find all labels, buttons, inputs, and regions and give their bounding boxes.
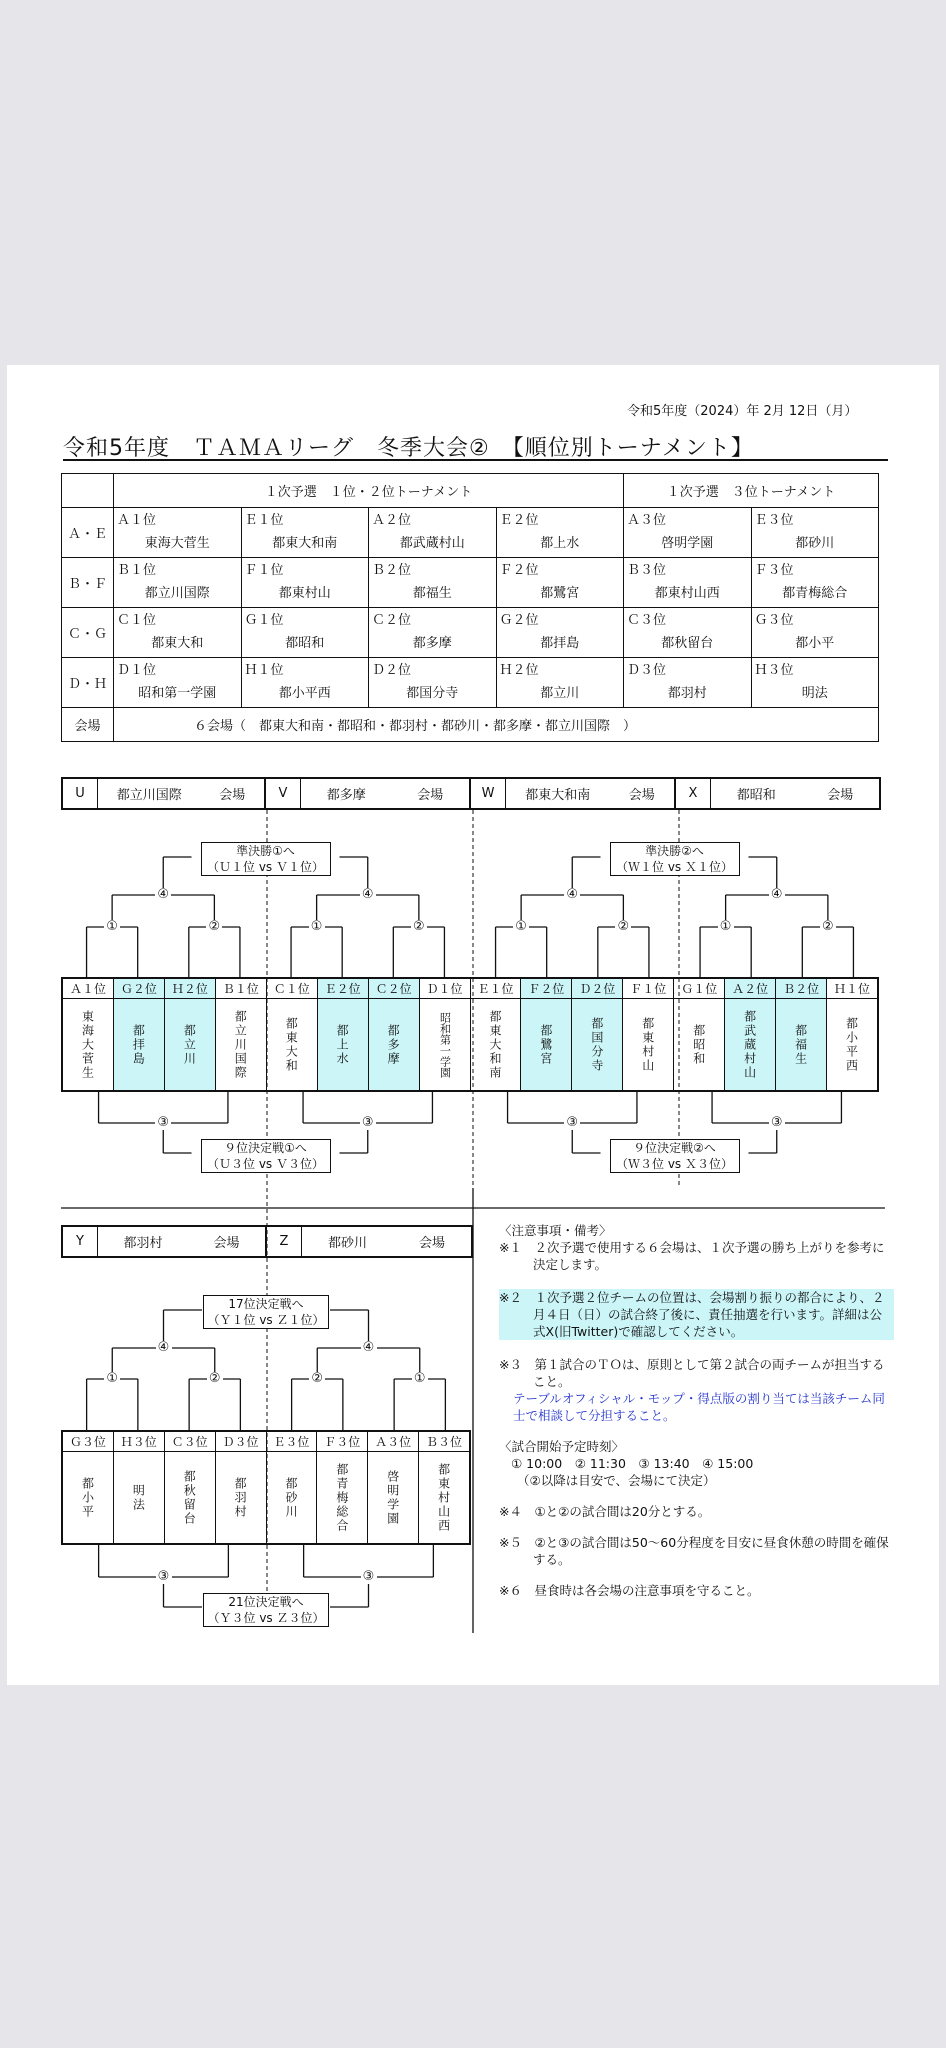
match-number: ② xyxy=(206,920,222,934)
prelim-cell-team: 都拝島 xyxy=(540,636,580,651)
team-position: Ｃ３位 xyxy=(165,1432,215,1452)
prelim-cell-team: 昭和第一学園 xyxy=(138,686,217,701)
venue-group-suffix: 会場 xyxy=(418,1236,445,1251)
team-name: 都青梅総合 xyxy=(334,1462,349,1533)
bracket-destination-ninth1 xyxy=(201,1139,331,1173)
match-number: ③ xyxy=(361,1570,377,1584)
bracket-destination-title: 21位決定戦へ xyxy=(228,1595,304,1609)
team-position: Ｄ２位 xyxy=(572,979,622,999)
team-name: 都国分寺 xyxy=(572,999,622,1090)
prelim-cell-position: Ｅ１位 xyxy=(244,513,284,528)
prelim-cell-team: 都上水 xyxy=(540,536,580,551)
venue-text: ６会場（ 都東大和南・都昭和・都羽村・都砂川・都多摩・都立川国際 ） xyxy=(114,708,879,742)
team-name: 都小平 xyxy=(80,1476,95,1519)
team-name: 都武蔵村山 xyxy=(725,999,775,1090)
team-name: 都福生 xyxy=(776,999,826,1090)
bracket-destination-ninth2 xyxy=(610,1139,740,1173)
prelim-cell-position: Ａ１位 xyxy=(117,513,157,528)
note-5: ※５ ②と③の試合間は50～60分程度を目安に昼食休憩の時間を確保する。 xyxy=(499,1535,889,1567)
venue-group-key: Y xyxy=(63,1227,98,1256)
prelim-cell-team: 都小平 xyxy=(795,636,835,651)
venue-group-name: 都昭和 xyxy=(736,788,776,803)
match-number: ② xyxy=(309,1372,325,1386)
schedule-times: ① 10:00 ② 11:30 ③ 13:40 ④ 15:00 xyxy=(511,1456,754,1471)
match-number: ③ xyxy=(769,1116,785,1130)
prelim-cell-team: 東海大菅生 xyxy=(144,536,210,551)
team-name: 都東村山 xyxy=(640,1016,655,1073)
venue-group-key: X xyxy=(676,779,711,808)
team-position: Ｈ３位 xyxy=(114,1432,164,1452)
venue-group-key: W xyxy=(471,779,506,808)
match-number: ③ xyxy=(156,1570,172,1584)
team-position: Ｇ１位 xyxy=(674,979,724,999)
venue-group-key: Z xyxy=(267,1227,302,1256)
team-position: Ｂ２位 xyxy=(776,979,826,999)
match-number: ④ xyxy=(564,888,580,902)
bracket-destination-semi2 xyxy=(610,842,740,876)
prelim-cell-team: 都多摩 xyxy=(412,636,452,651)
prelim-cell-position: Ａ３位 xyxy=(627,513,667,528)
venue-group-name: 都羽村 xyxy=(123,1236,163,1251)
venue-group-suffix: 会場 xyxy=(628,788,655,803)
team-position: Ｄ１位 xyxy=(420,979,470,999)
prelim-cell-position: Ｂ３位 xyxy=(627,563,667,578)
team-name: 明法 xyxy=(131,1483,146,1512)
bracket-destination-seventeenth xyxy=(203,1295,329,1329)
notes-section xyxy=(499,1222,894,1599)
bracket-destination-title: 準決勝②へ xyxy=(645,844,704,858)
venue-group-name: 都多摩 xyxy=(326,788,366,803)
venue-label: 会場 xyxy=(62,708,114,742)
venue-group-suffix: 会場 xyxy=(417,788,444,803)
match-number: ④ xyxy=(769,888,785,902)
team-name: 都鷺宮 xyxy=(521,999,571,1090)
bracket-destination-title: ９位決定戦①へ xyxy=(224,1141,307,1155)
schedule-heading: 〈試合開始予定時刻〉 xyxy=(499,1439,625,1454)
prelim-row-label: Ｂ・Ｆ xyxy=(62,558,114,608)
prelim-cell-team: 都立川 xyxy=(540,686,580,701)
note-3: ※３ 第１試合のＴＯは、原則として第２試合の両チームが担当すること。 xyxy=(499,1357,885,1389)
prelim-row-label: Ａ・Ｅ xyxy=(62,508,114,558)
bracket-destination-matchup: （Ｕ１位 vs Ｖ１位） xyxy=(207,860,324,874)
match-number: ① xyxy=(104,1372,120,1386)
prelim-cell-team: 都鷺宮 xyxy=(540,586,580,601)
bracket-destination-matchup: （Ｙ３位 vs Ｚ３位） xyxy=(207,1611,325,1625)
prelim-cell-position: Ｄ１位 xyxy=(117,663,157,678)
bracket-destination-matchup: （Ｕ３位 vs Ｖ３位） xyxy=(207,1157,324,1171)
bracket-destination-matchup: （Ｗ３位 vs Ｘ３位） xyxy=(616,1157,733,1171)
prelim-row-label: Ｄ・Ｈ xyxy=(62,658,114,708)
match-number: ② xyxy=(820,920,836,934)
team-position: Ｈ２位 xyxy=(165,979,215,999)
team-position: Ｆ３位 xyxy=(317,1432,367,1452)
team-position: Ｃ２位 xyxy=(369,979,419,999)
prelim-cell-team: 都立川国際 xyxy=(144,586,210,601)
bracket-destination-twentyfirst xyxy=(203,1593,329,1627)
prelim-cell-position: Ｃ３位 xyxy=(627,613,667,628)
venue-group-name: 都東大和南 xyxy=(525,788,591,803)
document-page xyxy=(7,365,939,1685)
prelim-cell-position: Ｆ２位 xyxy=(499,563,539,578)
prelim-header-right: １次予選 ３位トーナメント xyxy=(624,474,879,508)
prelim-cell-team: 都羽村 xyxy=(667,686,707,701)
prelim-cell-position: Ｈ２位 xyxy=(499,663,539,678)
match-number: ① xyxy=(718,920,734,934)
prelim-cell-team: 都東村山西 xyxy=(654,586,720,601)
match-number: ② xyxy=(411,920,427,934)
prelim-cell-position: Ｂ２位 xyxy=(372,563,412,578)
team-position: Ｂ１位 xyxy=(216,979,266,999)
bracket-destination-matchup: （Ｗ１位 vs Ｘ１位） xyxy=(616,860,733,874)
prelim-cell-position: Ａ２位 xyxy=(372,513,412,528)
document-title: 令和5年度 ＴＡＭＡリーグ 冬季大会② 【順位別トーナメント】 xyxy=(63,436,754,461)
note-1: ※１ ２次予選で使用する６会場は、１次予選の勝ち上がりを参考に決定します。 xyxy=(499,1240,885,1272)
prelim-cell-position: Ｆ１位 xyxy=(244,563,284,578)
team-position: Ｆ２位 xyxy=(521,979,571,999)
team-name: 都小平西 xyxy=(844,1016,859,1073)
team-name: 都上水 xyxy=(318,999,368,1090)
prelim-cell-position: Ｈ３位 xyxy=(754,663,794,678)
match-number: ④ xyxy=(361,1341,377,1355)
team-name: 都東村山西 xyxy=(436,1462,451,1533)
team-name: 都秋留台 xyxy=(182,1469,197,1526)
team-position: Ａ１位 xyxy=(63,979,113,999)
prelim-cell-team: 都秋留台 xyxy=(661,636,714,651)
prelim-cell-team: 都福生 xyxy=(412,586,452,601)
team-position: Ｇ２位 xyxy=(114,979,164,999)
team-position: Ｅ１位 xyxy=(471,979,521,999)
bracket-destination-title: ９位決定戦②へ xyxy=(633,1141,716,1155)
prelim-cell-position: Ｇ２位 xyxy=(499,613,539,628)
prelim-cell-position: Ｃ１位 xyxy=(117,613,157,628)
prelim-cell-team: 都国分寺 xyxy=(406,686,459,701)
team-name: 昭和第一学園 xyxy=(438,1011,452,1078)
team-name: 都砂川 xyxy=(283,1476,298,1519)
team-position: Ｂ３位 xyxy=(419,1432,469,1452)
team-position: Ｄ３位 xyxy=(216,1432,266,1452)
bracket-destination-semi1 xyxy=(201,842,331,876)
match-number: ③ xyxy=(564,1116,580,1130)
venue-group-key: V xyxy=(266,779,301,808)
prelim-cell-position: Ｅ２位 xyxy=(499,513,539,528)
match-number: ④ xyxy=(156,1341,172,1355)
team-name: 都東大和 xyxy=(284,1016,299,1073)
notes-heading: 〈注意事項・備考〉 xyxy=(499,1223,612,1238)
prelim-cell-team: 都武蔵村山 xyxy=(399,536,465,551)
team-position: Ａ２位 xyxy=(725,979,775,999)
match-number: ④ xyxy=(155,888,171,902)
team-name: 東海大菅生 xyxy=(80,1009,95,1080)
team-name: 都立川国際 xyxy=(233,1009,248,1080)
team-position: Ｃ１位 xyxy=(267,979,317,999)
note-6: ※６ 昼食時は各会場の注意事項を守ること。 xyxy=(499,1583,760,1598)
prelim-cell-team: 明法 xyxy=(801,686,828,701)
prelim-cell-position: Ｃ２位 xyxy=(372,613,412,628)
team-name: 都東大和南 xyxy=(487,1009,502,1080)
match-number: ③ xyxy=(360,1116,376,1130)
note-4: ※４ ①と②の試合間は20分とする。 xyxy=(499,1504,711,1519)
prelim-cell-position: Ｄ２位 xyxy=(372,663,412,678)
prelim-cell-position: Ｇ３位 xyxy=(754,613,794,628)
bracket-destination-title: 17位決定戦へ xyxy=(228,1297,304,1311)
team-name: 都多摩 xyxy=(369,999,419,1090)
venue-group-suffix: 会場 xyxy=(219,788,246,803)
match-number: ③ xyxy=(155,1116,171,1130)
team-position: Ｆ１位 xyxy=(623,979,673,999)
venue-group-suffix: 会場 xyxy=(213,1236,240,1251)
match-number: ① xyxy=(309,920,325,934)
note-3-detail: テーブルオフィシャル・モップ・得点版の割り当ては当該チーム同士で相談して分担すること。 xyxy=(513,1391,885,1423)
prelim-cell-position: Ｅ３位 xyxy=(754,513,794,528)
bracket-destination-matchup: （Ｙ１位 vs Ｚ１位） xyxy=(207,1313,325,1327)
venue-group-name: 都砂川 xyxy=(327,1236,367,1251)
document-date: 令和5年度（2024）年 2月 12日（月） xyxy=(627,404,858,419)
team-position: Ｅ３位 xyxy=(267,1432,317,1452)
prelim-cell-team: 都東大和 xyxy=(151,636,204,651)
prelim-cell-position: Ｇ１位 xyxy=(244,613,284,628)
bracket-destination-title: 準決勝①へ xyxy=(236,844,295,858)
prelim-cell-team: 都砂川 xyxy=(795,536,835,551)
team-position: Ａ３位 xyxy=(368,1432,418,1452)
team-name: 啓明学園 xyxy=(385,1469,400,1526)
team-position: Ｅ２位 xyxy=(318,979,368,999)
venue-group-key: U xyxy=(63,779,98,808)
team-position: Ｈ１位 xyxy=(827,979,877,999)
match-number: ① xyxy=(513,920,529,934)
team-name: 都昭和 xyxy=(691,1023,706,1066)
prelim-cell-team: 都青梅総合 xyxy=(782,586,848,601)
match-number: ④ xyxy=(360,888,376,902)
prelim-cell-position: Ｆ３位 xyxy=(754,563,794,578)
team-name: 都拝島 xyxy=(114,999,164,1090)
prelim-cell-team: 都東大和南 xyxy=(272,536,338,551)
prelim-cell-team: 啓明学園 xyxy=(661,536,714,551)
venue-group-name: 都立川国際 xyxy=(116,788,182,803)
team-name: 都立川 xyxy=(165,999,215,1090)
match-number: ① xyxy=(104,920,120,934)
schedule-note: （②以降は目安で、会場にて決定） xyxy=(517,1473,716,1488)
prelim-header-left: １次予選 １位・２位トーナメント xyxy=(114,474,624,508)
prelim-cell-position: Ｈ１位 xyxy=(244,663,284,678)
prelim-cell-team: 都小平西 xyxy=(278,686,331,701)
note-2: ※２ １次予選２位チームの位置は、会場割り振りの都合により、２月４日（日）の試合終了後に、責任抽選を行います。詳細は公式X(旧Twitter)で確認してください。 xyxy=(499,1289,894,1340)
prelim-cell-position: Ｄ３位 xyxy=(627,663,667,678)
match-number: ② xyxy=(615,920,631,934)
prelim-cell-team: 都昭和 xyxy=(285,636,325,651)
prelim-cell-team: 都東村山 xyxy=(278,586,331,601)
prelim-cell-position: Ｂ１位 xyxy=(117,563,157,578)
prelim-row-label: Ｃ・Ｇ xyxy=(62,608,114,658)
team-position: Ｇ３位 xyxy=(63,1432,113,1452)
match-number: ① xyxy=(412,1372,428,1386)
match-number: ② xyxy=(207,1372,223,1386)
venue-group-suffix: 会場 xyxy=(827,788,854,803)
team-name: 都羽村 xyxy=(233,1476,248,1519)
